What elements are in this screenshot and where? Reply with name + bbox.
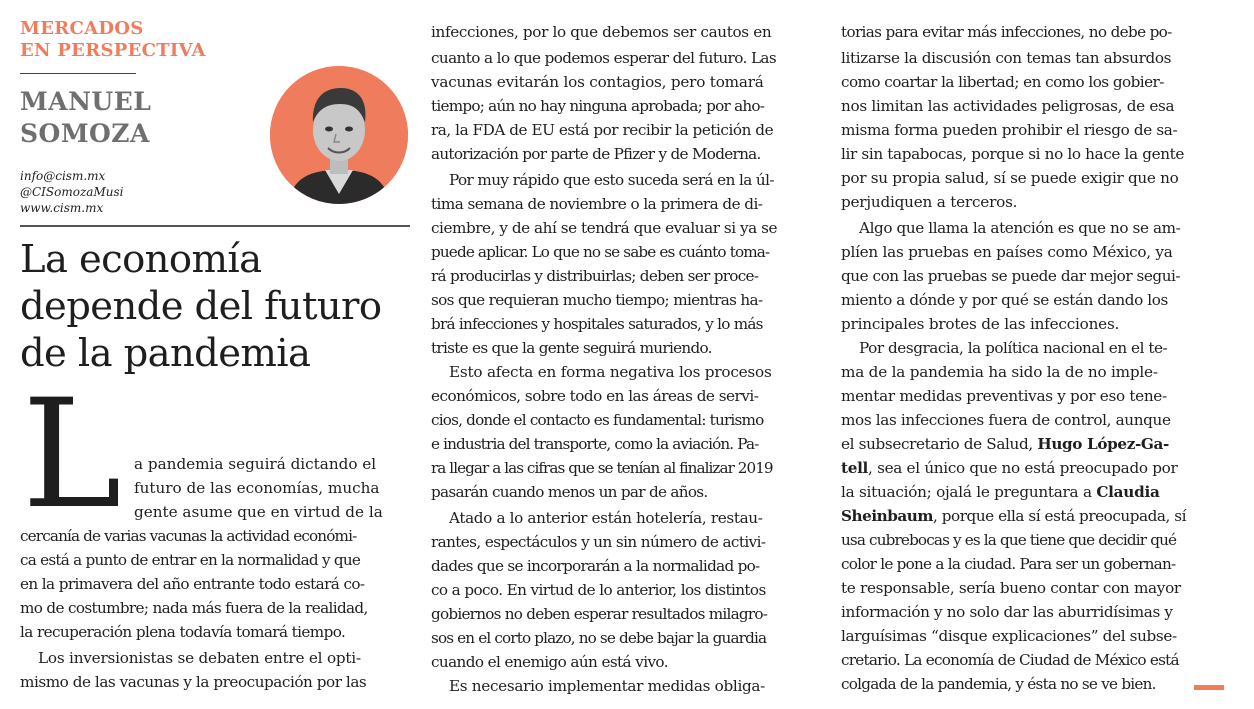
text-line: Por desgracia, la política nacional en el te- [859, 339, 1168, 357]
text-line: rantes, espectáculos y un sin número de activi- [431, 533, 766, 551]
text-line: dades que se incorporarán a la normalidad po- [431, 557, 760, 575]
text-line: e industria del transporte, como la aviación. Pa- [431, 435, 759, 453]
text-line: en la primavera del año entrante todo estará co- [20, 575, 365, 593]
text-line: Los inversionistas se debaten entre el opti- [38, 649, 361, 667]
text-line: Es necesario implementar medidas obliga- [449, 677, 766, 695]
text-line: cretario. La economía de Ciudad de México está [841, 651, 1179, 669]
text-line: gente asume que en virtud de la [134, 503, 383, 521]
text-line: co a poco. En virtud de lo anterior, los distintos [431, 581, 766, 599]
person-name-bold: tell [841, 459, 869, 477]
author-first-name: MANUEL [20, 87, 152, 116]
person-name-bold: Hugo López-Ga- [1037, 435, 1169, 453]
headline-line-3: de la pandemia [20, 331, 311, 376]
text-line: colgada de la pandemia, y ésta no se ve bien. [841, 675, 1156, 693]
text-line: litizarse la discusión con temas tan absurdos [841, 49, 1172, 67]
text-line: ciembre, y de ahí se tendrá que evaluar si ya se [431, 219, 778, 237]
article-end-mark [1194, 685, 1224, 690]
text-line: nos limitan las actividades peligrosas, de esa [841, 97, 1175, 115]
text-line: gobiernos no deben esperar resultados milagro- [431, 605, 768, 623]
text-line: autorización por parte de Pfizer y de Moderna. [431, 145, 761, 163]
text-line: ra, la FDA de EU está por recibir la petición de [431, 121, 774, 139]
person-name-bold: Sheinbaum [841, 507, 934, 525]
text-line: ma de la pandemia ha sido la de no imple- [841, 363, 1158, 381]
text-line: por su propia salud, sí se puede exigir que no [841, 169, 1179, 187]
article-headline [20, 236, 420, 377]
text-line: a pandemia seguirá dictando el [134, 455, 377, 473]
text-line: económicos, sobre todo en las áreas de servi- [431, 387, 759, 405]
text-line: larguísimas “disque explicaciones” del subse- [841, 627, 1177, 645]
text-line: Algo que llama la atención es que no se am- [859, 219, 1181, 237]
text-line: misma forma pueden prohibir el riesgo de sa- [841, 121, 1178, 139]
text-line: ra llegar a las cifras que se tenían al finalizar 2019 [431, 459, 773, 477]
text-line: tima semana de noviembre o la primera de di- [431, 195, 763, 213]
text-line [841, 456, 1177, 480]
text-segment: la situación; ojalá le preguntara a [841, 483, 1092, 501]
text-line: cios, donde el contacto es fundamental: turismo [431, 411, 764, 429]
contact-website: www.cism.mx [20, 201, 104, 215]
text-line: futuro de las economías, mucha [134, 479, 380, 497]
text-line: infecciones, por lo que debemos ser cautos en [431, 23, 772, 41]
author-portrait-icon [270, 66, 408, 204]
text-line: ca está a punto de entrar en la normalidad y que [20, 551, 361, 569]
text-line: mismo de las vacunas y la preocupación por las [20, 673, 367, 691]
text-line: cuanto a lo que podemos esperar del futuro. Las [431, 49, 777, 67]
author-last-name: SOMOZA [20, 119, 150, 148]
text-line: tiempo; aún no hay ninguna aprobada; por aho- [431, 97, 765, 115]
text-line: que con las pruebas se puede dar mejor segui- [841, 267, 1181, 285]
text-segment: , porque ella sí está preocupada, sí [933, 507, 1187, 525]
header-divider [20, 73, 136, 74]
text-line: miento a dónde y por qué se están dando los [841, 291, 1168, 309]
contact-twitter: @CISomozaMusi [20, 185, 124, 199]
headline-divider [20, 225, 410, 227]
text-line: torias para evitar más infecciones, no debe po- [841, 23, 1172, 41]
author-contact [20, 168, 220, 216]
column-section-label [20, 18, 220, 62]
section-line-1: MERCADOS [20, 18, 144, 39]
text-line: puede aplicar. Lo que no se sabe es cuánto toma- [431, 243, 770, 261]
text-line: información y no solo dar las aburridísimas y [841, 603, 1173, 621]
drop-cap: L [22, 368, 122, 542]
text-line: sos que requieran mucho tiempo; mientras ha- [431, 291, 763, 309]
section-line-2: EN PERSPECTIVA [20, 40, 206, 61]
text-line [841, 480, 1160, 504]
text-segment: el subsecretario de Salud, [841, 435, 1033, 453]
headline-line-2: depende del futuro [20, 284, 382, 329]
headline-line-1: La economía [20, 237, 262, 282]
text-line: cercanía de varias vacunas la actividad económi- [20, 527, 357, 545]
author-photo [270, 66, 408, 204]
text-line: lir sin tapabocas, porque si no lo hace la gente [841, 145, 1185, 163]
text-line: principales brotes de las infecciones. [841, 315, 1120, 333]
text-line: Por muy rápido que esto suceda será en la úl- [449, 171, 774, 189]
text-line: cuando el enemigo aún está vivo. [431, 653, 668, 671]
text-line: color le pone a la ciudad. Para ser un gobernan- [841, 555, 1176, 573]
text-line: mo de costumbre; nada más fuera de la realidad, [20, 599, 368, 617]
text-line: te responsable, sería bueno contar con mayor [841, 579, 1181, 597]
text-line: rá producirlas y distribuirlas; deben ser proce- [431, 267, 759, 285]
text-line: la recuperación plena todavía tomará tiempo. [20, 623, 346, 641]
text-line: perjudiquen a terceros. [841, 193, 1018, 211]
text-line: vacunas evitarán los contagios, pero tomará [431, 73, 764, 91]
text-segment: , sea el único que no está preocupado por [868, 459, 1178, 477]
contact-email: info@cism.mx [20, 169, 106, 183]
person-name-bold: Claudia [1096, 483, 1160, 501]
author-name [20, 86, 220, 150]
text-line: triste es que la gente seguirá muriendo. [431, 339, 712, 357]
text-line: sos en el corto plazo, no se debe bajar la guardia [431, 629, 767, 647]
text-line: plíen las pruebas en países como México, ya [841, 243, 1173, 261]
text-line: brá infecciones y hospitales saturados, y lo más [431, 315, 763, 333]
text-line: mos las infecciones fuera de control, aunque [841, 411, 1171, 429]
text-line [841, 432, 1169, 456]
text-line: pasarán cuando menos un par de años. [431, 483, 708, 501]
text-line: Esto afecta en forma negativa los procesos [449, 363, 772, 381]
text-line: como coartar la libertad; en como los gobier- [841, 73, 1164, 91]
text-line: mentar medidas preventivas y por eso tene- [841, 387, 1167, 405]
text-line [841, 504, 1186, 528]
text-line: usa cubrebocas y es la que tiene que decidir qué [841, 531, 1177, 549]
text-line: Atado a lo anterior están hotelería, restau- [449, 509, 763, 527]
